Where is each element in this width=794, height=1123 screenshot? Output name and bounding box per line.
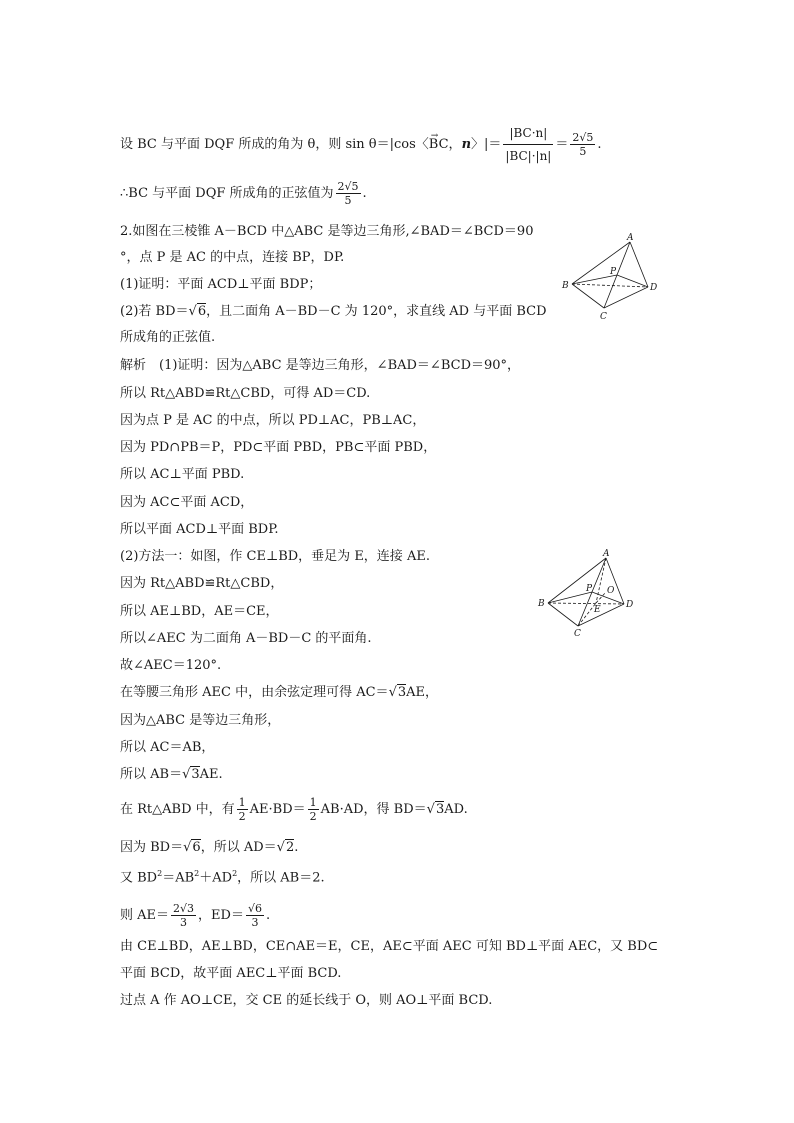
solution-line-1: 解析 (1)证明：因为△ABC 是等边三角形，∠BAD＝∠BCD＝90°， — [120, 358, 521, 373]
fig1-label-d: D — [650, 283, 658, 293]
solution-line-6: 因为 AC⊂平面 ACD， — [120, 495, 254, 510]
fig2-label-b: B — [538, 599, 545, 609]
solution-line-4: 因为 PD∩PB＝P，PD⊂平面 PBD，PB⊂平面 PBD， — [120, 440, 437, 455]
fig2-label-e: E — [594, 605, 601, 615]
text-line-1: 设 BC 与平面 DQF 所成的角为 θ，则 sin θ＝|cos〈→ BC，n〉|＝ $\frac{|BC\cdot n|}{|BC|\cdot|n|}$ ＝ $\frac{2√5}{5}$ . — [120, 122, 602, 167]
solution-line-8: (2)方法一：如图，作 CE⊥BD，垂足为 E，连接 AE. — [120, 549, 430, 564]
solution-line-11: 所以∠AEC 为二面角 A－BD－C 的平面角. — [120, 631, 372, 646]
fig1-label-a: A — [627, 233, 634, 243]
problem-2-part-2-cont: 所成角的正弦值. — [120, 330, 216, 345]
fraction-ed: $\frac{√6}{3}$ — [247, 902, 262, 929]
fig2-label-p: P — [586, 584, 593, 594]
problem-2-part-1: (1)证明：平面 ACD⊥平面 BDP； — [120, 277, 322, 292]
solution-line-5: 所以 AC⊥平面 PBD. — [120, 467, 245, 482]
fig2-label-o: O — [607, 586, 615, 596]
solution-line-7: 所以平面 ACD⊥平面 BDP. — [120, 522, 279, 537]
solution-line-18: 因为 BD＝√6，所以 AD＝√2. — [120, 840, 299, 855]
solution-line-16: 所以 AB＝√3AE. — [120, 767, 223, 782]
fig1-label-b: B — [562, 281, 569, 291]
fraction-ae: $\frac{2√3}{3}$ — [173, 902, 195, 929]
fraction-answer: $\frac{2√5}{5}$ — [337, 180, 359, 207]
problem-2-line-2: °，点 P 是 AC 的中点，连接 BP，DP. — [120, 250, 345, 265]
fraction-half-2: $\frac{1}{2}$ — [309, 796, 317, 823]
solution-line-3: 因为点 P 是 AC 的中点，所以 PD⊥AC，PB⊥AC， — [120, 413, 426, 428]
fig2-label-c: C — [574, 629, 581, 639]
solution-line-2: 所以 Rt△ABD≌Rt△CBD，可得 AD＝CD. — [120, 386, 371, 401]
vector-bc: → BC — [429, 137, 449, 153]
solution-line-20: 则 AE＝ $\frac{2√3}{3}$ ，ED＝ $\frac{√6}{3}$ . — [120, 902, 271, 929]
fraction-sin-value: $\frac{2√5}{5}$ — [572, 131, 594, 158]
fraction-half-1: $\frac{1}{2}$ — [238, 796, 246, 823]
solution-line-17: 在 Rt△ABD 中，有 $\frac{1}{2}$ AE·BD＝ $\frac{1}{2}$ AB·AD，得 BD＝√3AD. — [120, 796, 468, 823]
solution-line-22: 平面 BCD，故平面 AEC⊥平面 BCD. — [120, 966, 342, 981]
solution-line-23: 过点 A 作 AO⊥CE，交 CE 的延长线于 O，则 AO⊥平面 BCD. — [120, 993, 493, 1008]
solution-line-13: 在等腰三角形 AEC 中，由余弦定理可得 AC＝√3AE， — [120, 685, 439, 700]
problem-2-part-2: (2)若 BD＝√6，且二面角 A－BD－C 为 120°，求直线 AD 与平面 BCD — [120, 304, 547, 319]
solution-line-19: 又 $BD^2=AB^2+AD^2$，所以 AB＝2. — [120, 869, 325, 886]
fig2-label-d: D — [626, 600, 634, 610]
tetrahedron-figure-1 — [560, 232, 664, 324]
solution-line-14: 因为△ABC 是等边三角形， — [120, 713, 281, 728]
fig1-label-p: P — [610, 267, 617, 277]
solution-line-9: 因为 Rt△ABD≌Rt△CBD， — [120, 576, 284, 591]
fig2-label-a: A — [603, 549, 610, 559]
solution-line-12: 故∠AEC＝120°. — [120, 658, 222, 673]
solution-line-10: 所以 AE⊥BD，AE＝CE， — [120, 604, 279, 619]
tetrahedron-figure-2 — [536, 548, 640, 640]
solution-line-15: 所以 AC＝AB， — [120, 740, 215, 755]
problem-2-line-1: 2.如图在三棱锥 A－BCD 中△ABC 是等边三角形,∠BAD＝∠BCD＝90 — [120, 224, 534, 239]
fig1-label-c: C — [600, 312, 607, 322]
text-line-2: ∴BC 与平面 DQF 所成角的正弦值为 $\frac{2√5}{5}$ . — [120, 180, 367, 207]
fraction-cos: $\frac{|BC\cdot n|}{|BC|\cdot|n|}$ — [503, 122, 553, 167]
solution-line-21: 由 CE⊥BD，AE⊥BD，CE∩AE＝E，CE，AE⊂平面 AEC 可知 BD⊥平面 AEC，又 BD⊂ — [120, 939, 659, 954]
